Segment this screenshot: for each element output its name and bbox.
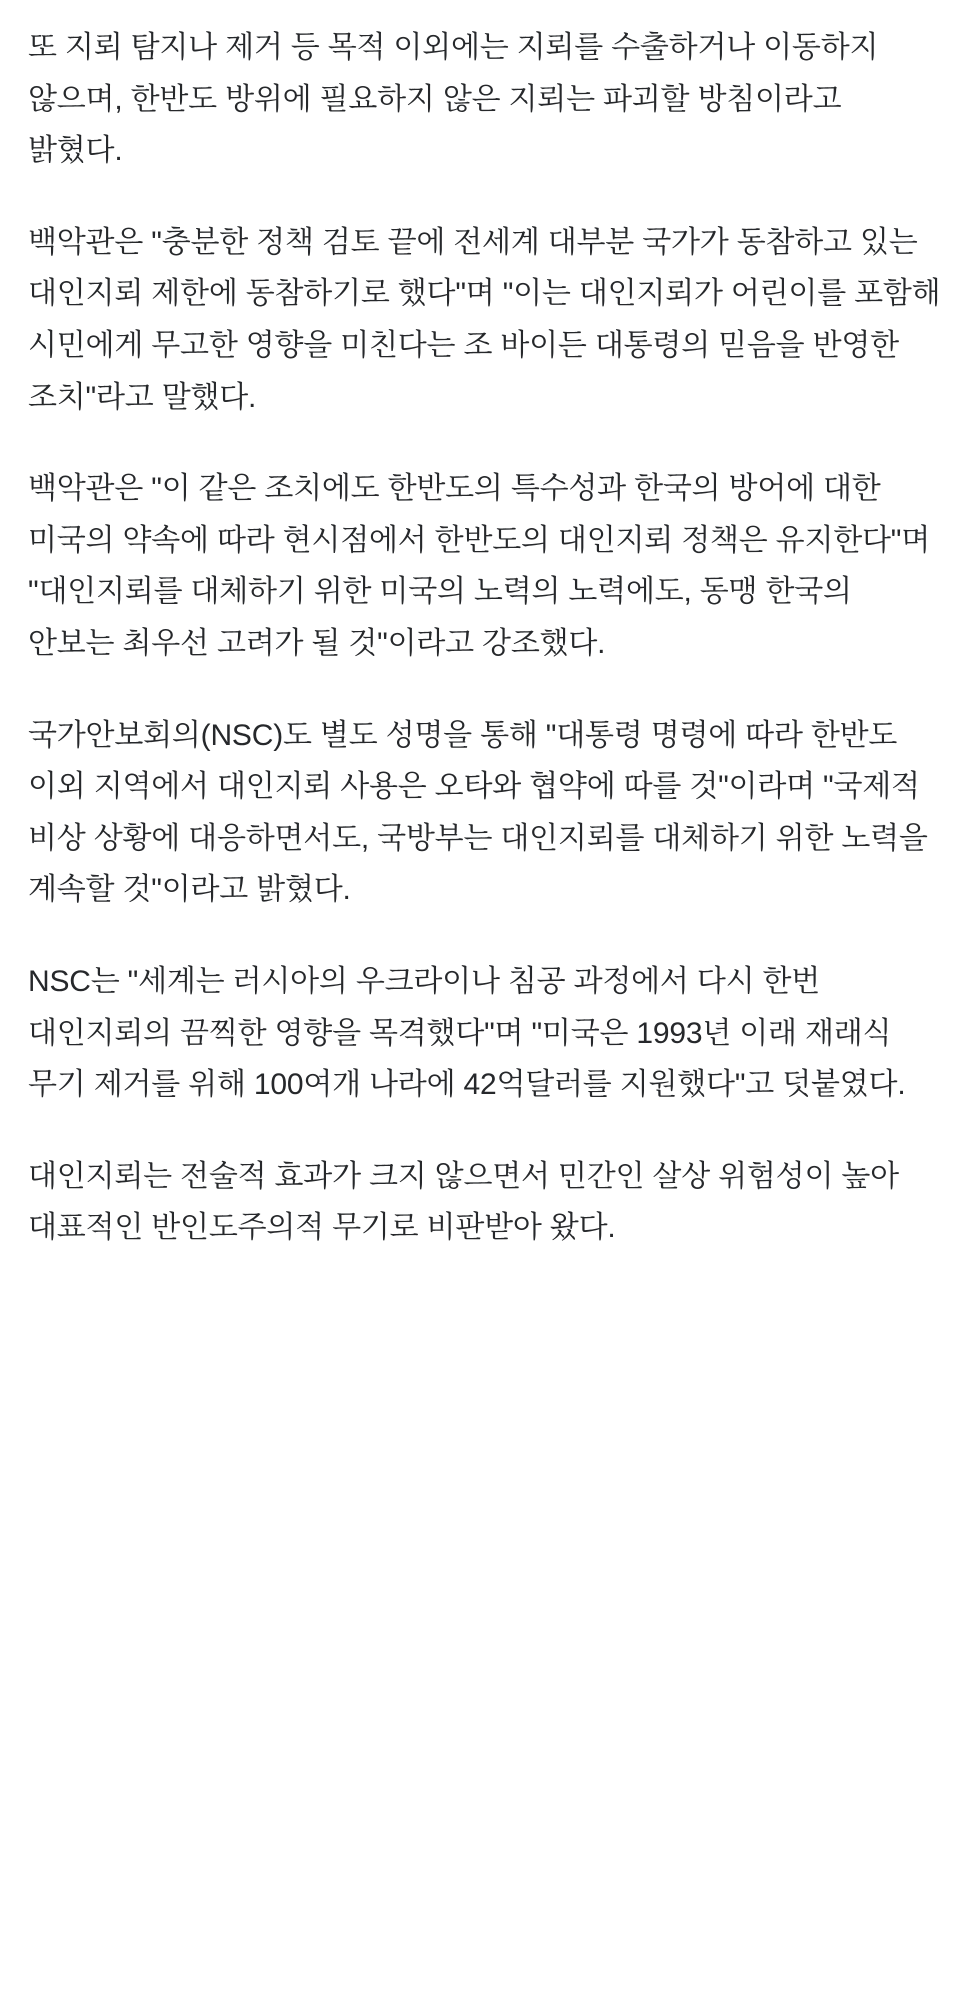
article-paragraph: 백악관은 "충분한 정책 검토 끝에 전세계 대부분 국가가 동참하고 있는 대인지뢰 제한에 동참하기로 했다"며 "이는 대인지뢰가 어린이를 포함해 시민에게 무고한 영향을 미친다는 조 바이든 대통령의 믿음을 반영한 조치"라고 말했다. xyxy=(28,225,949,414)
article-paragraph: 대인지뢰는 전술적 효과가 크지 않으면서 민간인 살상 위험성이 높아 대표적인 반인도주의적 무기로 비판받아 왔다. xyxy=(28,1159,908,1245)
article-paragraph: 국가안보회의(NSC)도 별도 성명을 통해 "대통령 명령에 따라 한반도 이외 지역에서 대인지뢰 사용은 오타와 협약에 따를 것"이라며 "국제적 비상 상황에 대응하면서도, 국방부는 대인지뢰를 대체하기 위한 노력을 계속할 것"이라고 밝혔다. xyxy=(28,718,936,907)
article-paragraph: 백악관은 "이 같은 조치에도 한반도의 특수성과 한국의 방어에 대한 미국의 약속에 따라 현시점에서 한반도의 대인지뢰 정책은 유지한다"며 "대인지뢰를 대체하기 위한 미국의 노력의 노력에도, 동맹 한국의 안보는 최우선 고려가 될 것"이라고 강조했다. xyxy=(28,472,939,660)
article-paragraph: NSC는 "세계는 러시아의 우크라이나 침공 과정에서 다시 한번 대인지뢰의 끔찍한 영향을 목격했다"며 "미국은 1993년 이래 재래식 무기 제거를 위해 100여개 나라에 42억달러를 지원했다"고 덧붙였다. xyxy=(28,964,906,1102)
article-paragraph: 또 지뢰 탐지나 제거 등 목적 이외에는 지뢰를 수출하거나 이동하지 않으며, 한반도 방위에 필요하지 않은 지뢰는 파괴할 방침이라고 밝혔다. xyxy=(28,31,887,168)
